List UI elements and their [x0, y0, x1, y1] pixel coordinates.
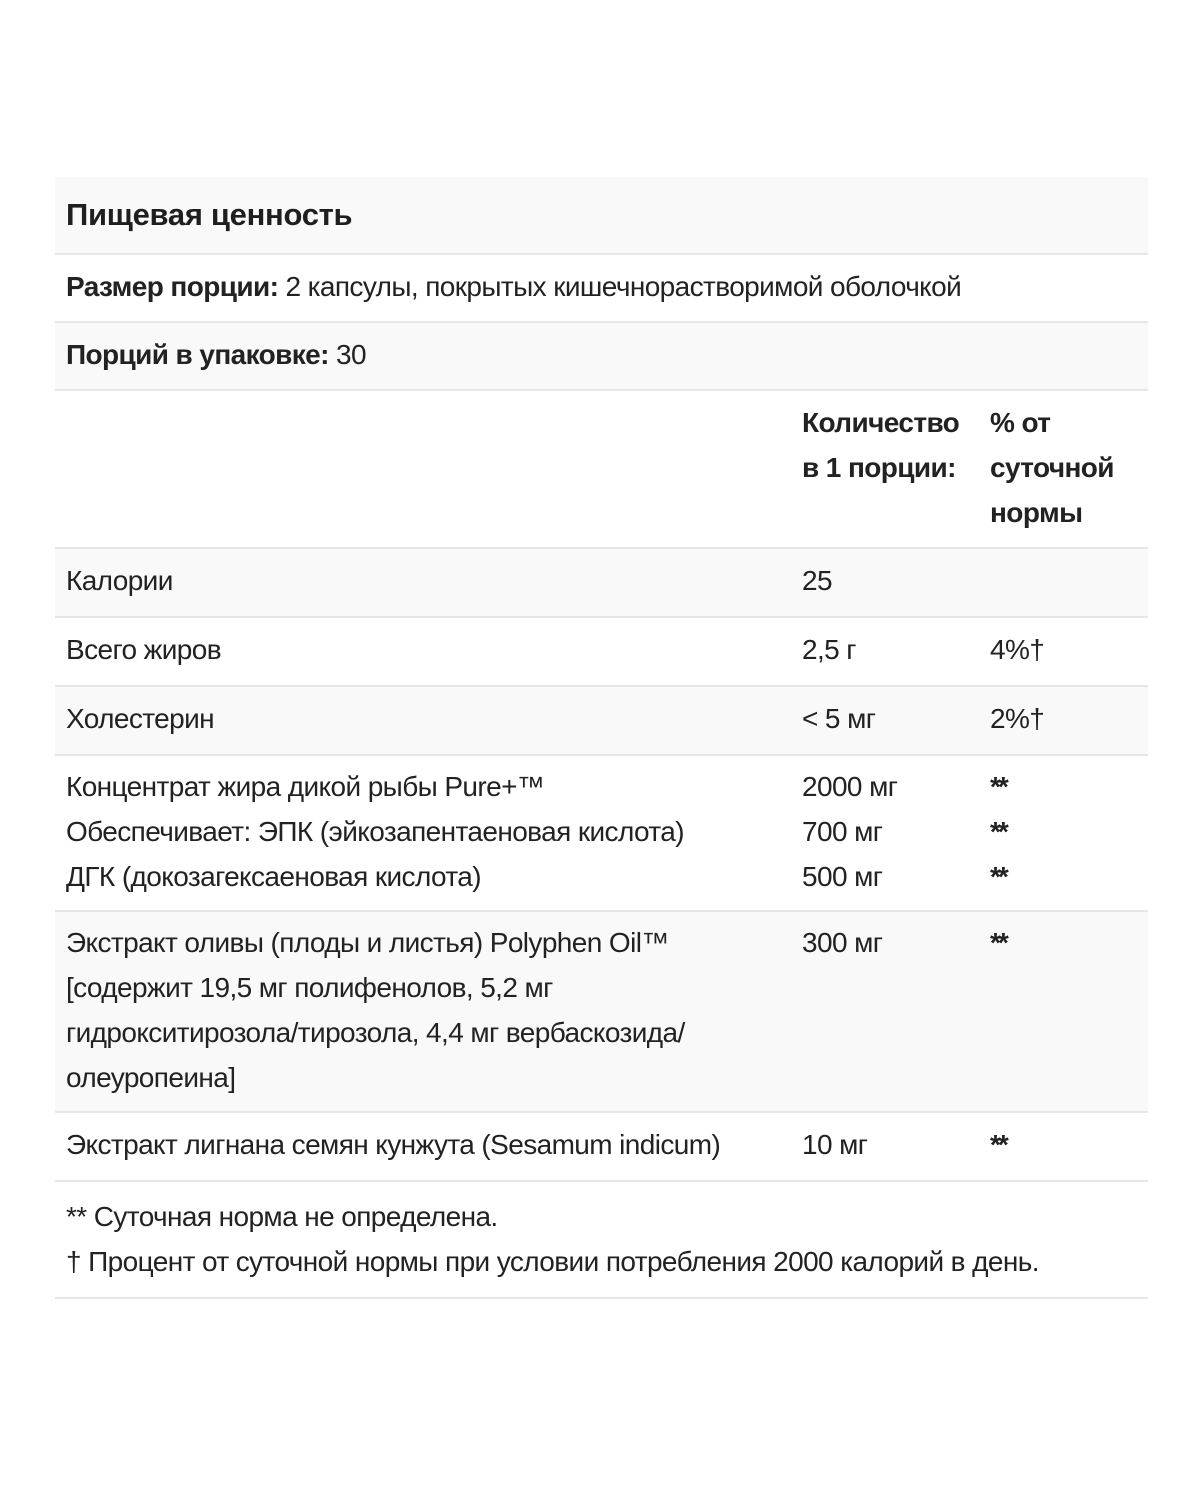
column-header-daily-value	[986, 400, 1148, 547]
fish-oil-daily-values	[986, 764, 1148, 899]
table-title: Пищевая ценность	[55, 177, 1148, 255]
nutrient-amount: 2,5 г	[802, 634, 856, 665]
serving-size-label: Размер порции:	[66, 271, 279, 302]
nutrient-daily-value	[986, 549, 1148, 616]
nutrient-name-line: Экстракт оливы (плоды и листья) Polyphen Oil™	[66, 927, 669, 958]
table-row-sesame-extract	[55, 1113, 1148, 1182]
servings-per-container-value: 30	[328, 339, 366, 370]
column-header-amount	[791, 400, 986, 547]
servings-per-container-label: Порций в упаковке:	[66, 339, 329, 370]
nutrient-daily-value: 2%†	[990, 703, 1045, 734]
nutrient-daily-value: **	[990, 816, 1006, 847]
nutrient-daily-value: **	[990, 861, 1006, 892]
footnotes	[55, 1182, 1148, 1299]
column-header-amount-line: в 1 порции:	[802, 452, 956, 483]
nutrient-name-line: гидрокситирозола/тирозола, 4,4 мг вербаскозида/	[66, 1017, 685, 1048]
nutrient-amount: 700 мг	[802, 816, 883, 847]
column-header-dv-line: суточной	[990, 452, 1114, 483]
serving-size-value: 2 капсулы, покрытых кишечнорастворимой оболочкой	[278, 271, 962, 302]
nutrient-amount: 500 мг	[802, 861, 883, 892]
nutrient-name: Холестерин	[66, 703, 214, 734]
table-row-olive-extract	[55, 912, 1148, 1113]
table-row-calories	[55, 549, 1148, 618]
column-header-row	[55, 391, 1148, 549]
nutrition-facts-table	[55, 177, 1148, 1299]
column-header-name	[55, 400, 791, 547]
nutrient-name: Концентрат жира дикой рыбы Pure+™	[66, 771, 545, 802]
fish-oil-names	[55, 764, 791, 899]
nutrient-name: Калории	[66, 565, 173, 596]
servings-per-container-row	[55, 323, 1148, 391]
nutrient-name: Обеспечивает: ЭПК (эйкозапентаеновая кислота)	[66, 816, 684, 847]
nutrient-amount: < 5 мг	[802, 703, 876, 734]
nutrient-daily-value: **	[990, 771, 1006, 802]
footnote-daily-value-basis: † Процент от суточной нормы при условии потребления 2000 калорий в день.	[66, 1246, 1039, 1277]
column-header-dv-line: % от	[990, 407, 1051, 438]
table-row-cholesterol	[55, 687, 1148, 756]
nutrient-daily-value: **	[990, 1129, 1006, 1160]
nutrient-name-line: [содержит 19,5 мг полифенолов, 5,2 мг	[66, 972, 553, 1003]
nutrient-name-line: олеуропеина]	[66, 1062, 236, 1093]
nutrient-name: ДГК (докозагексаеновая кислота)	[66, 861, 481, 892]
table-row-fish-oil	[55, 756, 1148, 912]
footnote-daily-value-undefined: ** Суточная норма не определена.	[66, 1201, 498, 1232]
nutrient-daily-value: **	[990, 927, 1006, 958]
fish-oil-amounts	[791, 764, 986, 899]
olive-extract-name	[55, 920, 791, 1100]
serving-size-row	[55, 255, 1148, 323]
column-header-dv-line: нормы	[990, 497, 1083, 528]
column-header-amount-line: Количество	[802, 407, 960, 438]
nutrient-amount: 25	[802, 565, 832, 596]
nutrient-daily-value: 4%†	[990, 634, 1045, 665]
nutrient-name: Всего жиров	[66, 634, 221, 665]
nutrient-name: Экстракт лигнана семян кунжута (Sesamum indicum)	[66, 1129, 721, 1160]
table-row-total-fat	[55, 618, 1148, 687]
nutrient-amount: 10 мг	[802, 1129, 868, 1160]
nutrient-amount: 300 мг	[802, 927, 883, 958]
nutrient-amount: 2000 мг	[802, 771, 898, 802]
